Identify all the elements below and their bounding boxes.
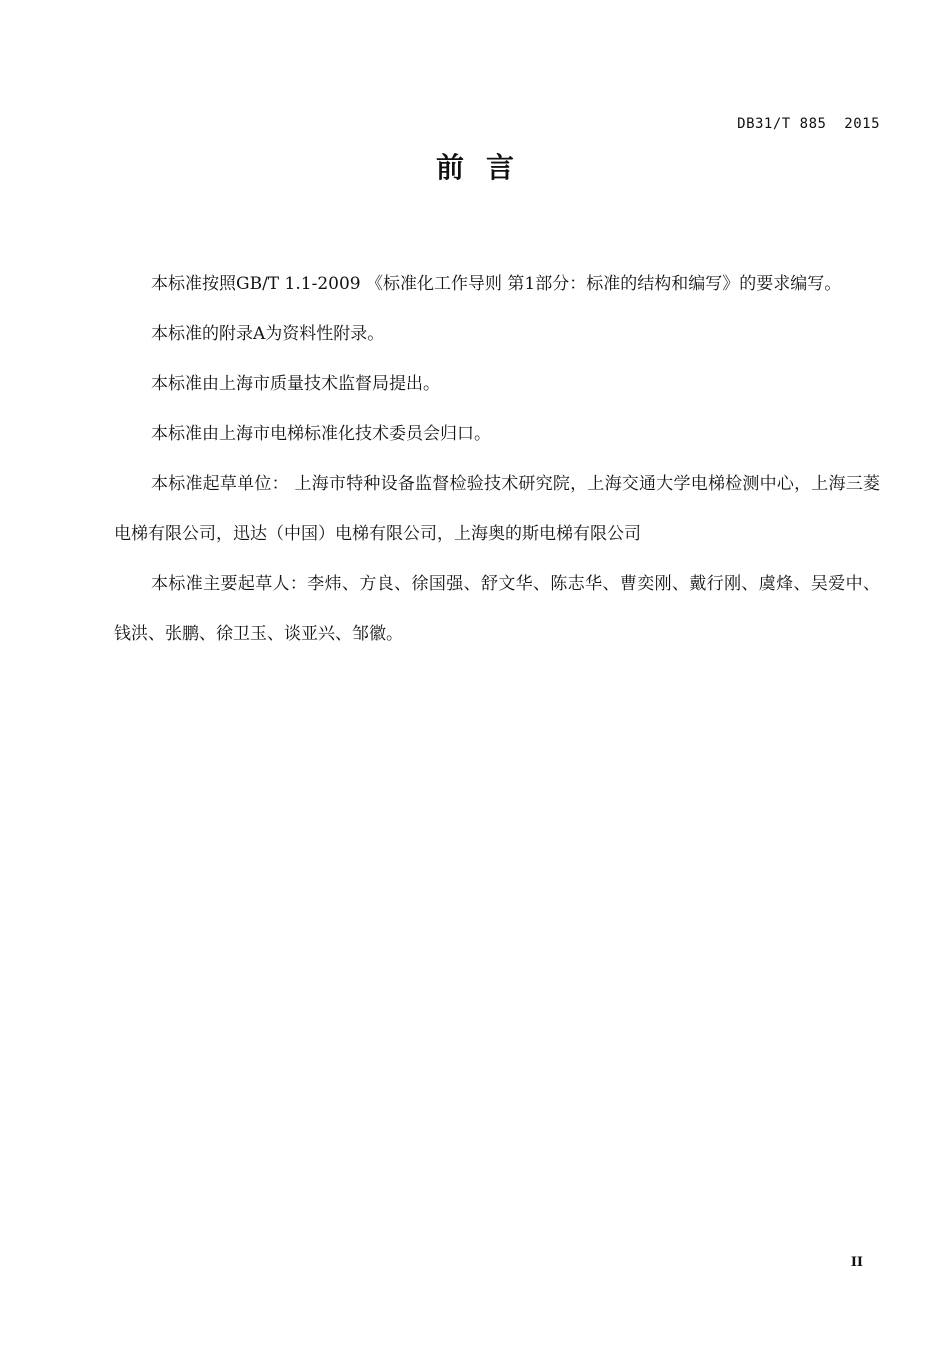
paragraph-drafting-units: 本标准起草单位： 上海市特种设备监督检验技术研究院，上海交通大学电梯检测中心，上海三菱电梯有限公司，迅达（中国）电梯有限公司，上海奥的斯电梯有限公司	[114, 474, 880, 544]
paragraph-proposer: 本标准由上海市质量技术监督局提出。	[151, 374, 440, 394]
paragraph-appendix: 本标准的附录A为资料性附录。	[151, 324, 385, 344]
document-id: DB31/T 885 2015	[737, 116, 880, 132]
page-title: 前言	[435, 151, 536, 184]
page-number: II	[850, 1255, 863, 1270]
paragraph-drafting-rules: 本标准按照GB/T 1.1-2009 《标准化工作导则 第1部分：标准的结构和编写》的要求编写。	[151, 274, 842, 294]
preface-body	[114, 259, 880, 659]
paragraph-committee: 本标准由上海市电梯标准化技术委员会归口。	[151, 424, 491, 444]
paragraph-drafters: 本标准主要起草人：李炜、方良、徐国强、舒文华、陈志华、曹奕刚、戴行刚、虞烽、吴爱中、钱洪、张鹏、徐卫玉、谈亚兴、邹徽。	[114, 574, 880, 644]
